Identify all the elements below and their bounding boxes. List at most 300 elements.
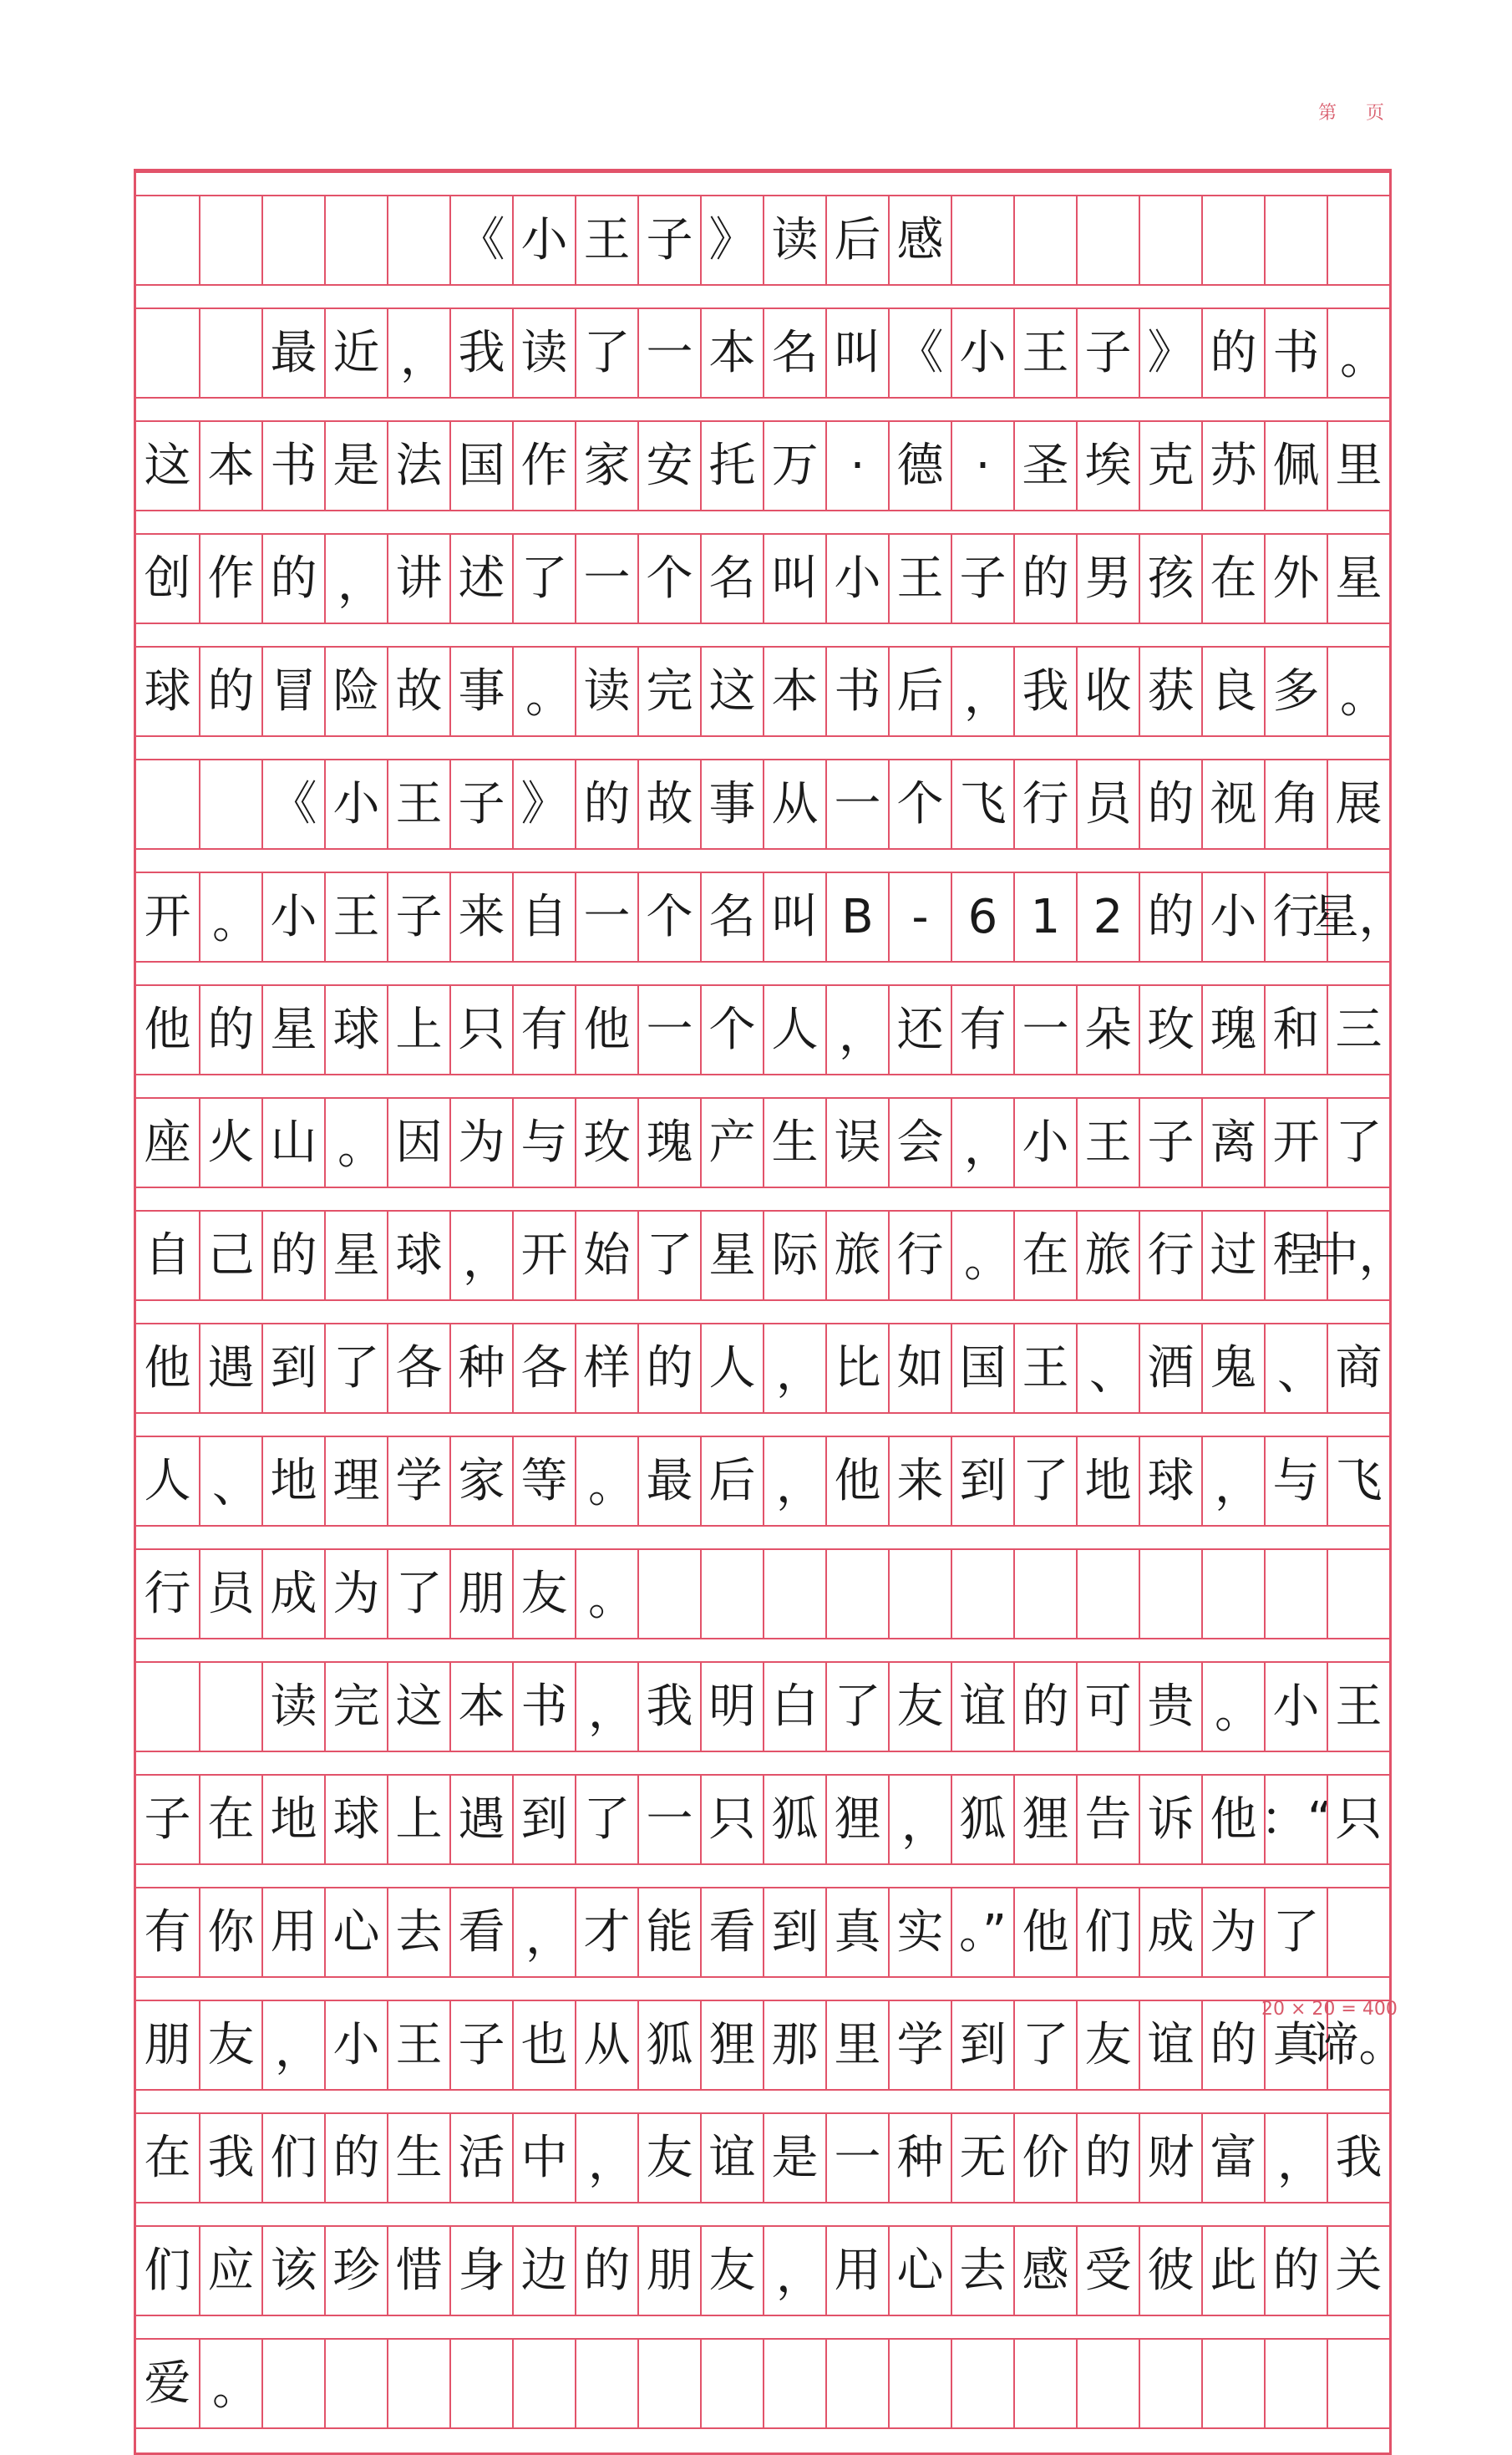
grid-cell: ， [387,309,449,397]
grid-cell [1327,2340,1389,2427]
grid-cell [1327,1888,1389,1976]
grid-cell: 友 [637,2114,700,2202]
grid-cell: 叫 [825,309,888,397]
grid-cell: 。 [1327,648,1389,735]
grid-cell: 只 [449,986,512,1074]
grid-cell: 程 [1264,1212,1327,1299]
grid-cell: 法 [387,422,449,510]
grid-row [136,535,1389,623]
grid-cell: 朋 [637,2227,700,2315]
grid-cell: 在 [144,2130,191,2185]
grid-cell: 险 [324,648,387,735]
grid-cell: 我 [449,309,512,397]
grid-cell: ， [763,1437,825,1525]
grid-cell: 故 [387,648,449,735]
row-gap [136,1299,1389,1324]
grid-cell: 埃 [1076,422,1139,510]
grid-cell: 行 [888,1212,951,1299]
grid-cell: 我 [1327,2114,1389,2202]
grid-cell: 了 [1264,1888,1327,1976]
grid-cell: 》 [512,760,575,848]
grid-cell: 瑰 [1201,986,1264,1074]
grid-cell: 了 [1327,1099,1389,1187]
grid-cell: 还 [888,986,951,1074]
grid-row [136,1663,1389,1751]
grid-cell: 的 [1201,309,1264,397]
grid-cell: 彼 [1139,2227,1201,2315]
grid-cell: 学 [387,1437,449,1525]
row-gap [136,1751,1389,1776]
grid-cell: 玫 [1139,986,1201,1074]
row-gap [136,510,1389,535]
grid-cell: 诉 [1139,1776,1201,1863]
grid-cell: 的 [1076,2114,1139,2202]
grid-cell: 富 [1201,2114,1264,2202]
grid-cell: 那 [763,2001,825,2089]
grid-row [136,1099,1389,1187]
row-gap [136,2202,1389,2227]
grid-cell: 了 [575,309,637,397]
grid-cell: 叫 [763,535,825,623]
grid-cell [763,1550,825,1638]
grid-cell [888,1550,951,1638]
grid-cell: 他 [144,1002,191,1057]
grid-cell: 子 [637,196,700,284]
grid-cell: 瑰 [637,1099,700,1187]
grid-cell: 地 [261,1776,324,1863]
grid-cell: 边 [512,2227,575,2315]
grid-cell: 只 [1327,1776,1389,1863]
grid-cell: 的 [575,760,637,848]
grid-cell: 价 [1013,2114,1076,2202]
grid-row [136,2340,1389,2427]
grid-cell: 上 [387,1776,449,1863]
grid-cell: · [951,422,1013,510]
grid-cell [1076,1550,1139,1638]
grid-cell: 一 [637,986,700,1074]
grid-cell: 白 [763,1663,825,1751]
grid-cell: 关 [1327,2227,1389,2315]
grid-cell: 为 [1201,1888,1264,1976]
grid-cell: 实 [888,1888,951,1976]
grid-cell: 名 [763,309,825,397]
grid-cell: 视 [1201,760,1264,848]
grid-cell: 子 [144,1792,191,1847]
grid-cell: 王 [387,760,449,848]
grid-cell: 个 [637,535,700,623]
grid-cell [1139,2340,1201,2427]
grid-cell: 成 [1139,1888,1201,1976]
grid-cell [324,196,387,284]
grid-cell [136,1663,199,1751]
grid-cell: 行 [144,1566,191,1621]
row-gap [136,2089,1389,2114]
grid-cell: 他 [575,986,637,1074]
grid-cell: 无 [951,2114,1013,2202]
grid-cell: 员 [199,1550,261,1638]
grid-cell: 上 [387,986,449,1074]
grid-row [136,986,1389,1074]
grid-cell: 故 [637,760,700,848]
grid-cell: 星 [324,1212,387,1299]
grid-cell: 小 [1013,1099,1076,1187]
grid-cell: 最 [637,1437,700,1525]
grid-cell: 他 [825,1437,888,1525]
grid-cell: 的 [1013,535,1076,623]
grid-cell: 人 [700,1324,763,1412]
grid-cell: 的 [261,535,324,623]
grid-cell: 狐 [637,2001,700,2089]
grid-cell: 理 [324,1437,387,1525]
grid-cell [825,2340,888,2427]
grid-cell [1201,1550,1264,1638]
grid-cell: 书 [261,422,324,510]
grid-cell: 飞 [1327,1437,1389,1525]
grid-cell: 书 [1264,309,1327,397]
grid-cell: ， [763,2227,825,2315]
grid-cell: 心 [888,2227,951,2315]
grid-cell: 们 [261,2114,324,2202]
grid-cell: ， [575,1663,637,1751]
grid-cell: 活 [449,2114,512,2202]
grid-cell: ， [951,648,1013,735]
grid-cell: 完 [324,1663,387,1751]
grid-cell: 他 [144,1340,191,1395]
grid-cell: 最 [261,309,324,397]
grid-cell: 各 [512,1324,575,1412]
grid-cell: 的 [1139,760,1201,848]
grid-cell: 球 [1139,1437,1201,1525]
grid-cell: 王 [1327,1663,1389,1751]
grid-cell: 子 [1139,1099,1201,1187]
grid-cell: 多 [1264,648,1327,735]
grid-cell: 有 [512,986,575,1074]
grid-cell [825,1550,888,1638]
row-gap [136,623,1389,648]
grid-cell: 行 [1013,760,1076,848]
grid-cell: 告 [1076,1776,1139,1863]
grid-cell: 书 [825,648,888,735]
grid-cell: 一 [1013,986,1076,1074]
grid-cell: 一 [575,873,637,961]
grid-cell: 的 [1013,1663,1076,1751]
grid-cell: 山 [261,1099,324,1187]
grid-cell: 生 [763,1099,825,1187]
grid-cell [888,2340,951,2427]
row-gap [136,1412,1389,1437]
grid-cell [700,1550,763,1638]
grid-cell: 了 [637,1212,700,1299]
grid-cell: 是 [763,2114,825,2202]
grid-row [136,1212,1406,1299]
grid-cell: 己 [199,1212,261,1299]
row-gap [136,1863,1389,1888]
grid-cell: 星 [261,986,324,1074]
grid-cell: 误 [825,1099,888,1187]
grid-cell: 的 [199,648,261,735]
grid-cell: 克 [1139,422,1201,510]
grid-cell: 王 [324,873,387,961]
grid-cell: 产 [700,1099,763,1187]
grid-cell [700,2340,763,2427]
grid-cell: 2 [1076,873,1139,961]
grid-row [136,1888,1389,1976]
grid-cell: 书 [512,1663,575,1751]
grid-cell [575,2340,637,2427]
grid-cell [951,2340,1013,2427]
grid-cell: 收 [1076,648,1139,735]
grid-cell: ， [1264,2114,1327,2202]
grid-cell [1139,1550,1201,1638]
grid-cell: 因 [387,1099,449,1187]
grid-cell: 良 [1201,648,1264,735]
grid-cell: 星 [1327,535,1389,623]
grid-cell: 、 [199,1437,261,1525]
grid-cell: 商 [1327,1324,1389,1412]
row-gap [136,2315,1389,2340]
grid-cell: 的 [1264,2227,1327,2315]
grid-cell: 的 [1139,873,1201,961]
grid-cell [951,1550,1013,1638]
grid-cell: 看 [449,1888,512,1976]
grid-cell: 。 [199,2340,261,2427]
grid-cell: ， [888,1776,951,1863]
grid-cell: 地 [261,1437,324,1525]
grid-cell: ， [512,1888,575,1976]
grid-cell: 小 [1201,873,1264,961]
grid-cell: 开 [512,1212,575,1299]
grid-cell: 友 [1076,2001,1139,2089]
grid-cell: ， [951,1099,1013,1187]
grid-cell: ， [449,1212,512,1299]
grid-cell: 感 [888,196,951,284]
grid-cell: 一 [825,2114,888,2202]
grid-cell [199,196,261,284]
grid-cell: 王 [1013,309,1076,397]
row-gap [136,735,1389,760]
grid-cell: 。 [512,648,575,735]
grid-cell: 学 [888,2001,951,2089]
grid-row [136,1550,1389,1638]
grid-cell: 6 [951,873,1013,961]
grid-cell: 个 [888,760,951,848]
grid-cell: 与 [512,1099,575,1187]
row-gap [136,171,1389,196]
grid-cell: 王 [575,196,637,284]
grid-cell: 有 [951,986,1013,1074]
grid-cell [1264,1550,1327,1638]
grid-cell: 了 [387,1550,449,1638]
grid-cell: 读 [575,648,637,735]
grid-cell: 个 [700,986,763,1074]
grid-cell: 事 [700,760,763,848]
grid-cell: 。 [575,1437,637,1525]
grid-cell: 友 [700,2227,763,2315]
grid-cell: 心 [324,1888,387,1976]
grid-cell: 王 [888,535,951,623]
row-gap [136,1525,1389,1550]
grid-cell: 名 [700,535,763,623]
grid-cell: 在 [1013,1212,1076,1299]
grid-cell: 在 [199,1776,261,1863]
grid-cell: 狐 [763,1776,825,1863]
grid-cell: 种 [888,2114,951,2202]
grid-cell: 小 [261,873,324,961]
grid-cell [1264,2340,1327,2427]
grid-cell: 。 [1201,1663,1264,1751]
grid-cell: 从 [763,760,825,848]
grid-cell: 》 [700,196,763,284]
grid-cell: 可 [1076,1663,1139,1751]
grid-cell: 际 [763,1212,825,1299]
grid-cell [199,309,261,397]
grid-cell: 身 [449,2227,512,2315]
grid-cell: 只 [700,1776,763,1863]
grid-cell: 球 [387,1212,449,1299]
grid-cell: 男 [1076,535,1139,623]
grid-cell: 能 [637,1888,700,1976]
grid-cell [387,2340,449,2427]
grid-cell: 了 [825,1663,888,1751]
grid-cell [199,760,261,848]
grid-cell: 子 [1076,309,1139,397]
grid-cell: 安 [637,422,700,510]
grid-cell: 创 [144,551,191,606]
grid-cell: 狸 [1013,1776,1076,1863]
grid-cell: 子 [449,2001,512,2089]
grid-cell: 读 [763,196,825,284]
grid-cell: 讲 [387,535,449,623]
grid-cell: 了 [575,1776,637,1863]
grid-cell: 里 [1327,422,1389,510]
grid-cell: 了 [1013,1437,1076,1525]
grid-cell: 叫 [763,873,825,961]
grid-cell: 受 [1076,2227,1139,2315]
grid-cell: 。 [324,1099,387,1187]
grid-cell: 友 [199,2001,261,2089]
grid-cell: ， [825,986,888,1074]
grid-cell: 中， [1327,1212,1389,1299]
grid-cell: 惜 [387,2227,449,2315]
grid-cell: 们 [144,2243,191,2298]
grid-cell: 朋 [144,2017,191,2072]
row-gap [136,2427,1389,2452]
grid-cell: 人 [144,1453,191,1508]
grid-cell: 友 [888,1663,951,1751]
grid-cell: 了 [324,1324,387,1412]
grid-cell: 后 [825,196,888,284]
grid-cell: 谊 [1139,2001,1201,2089]
grid-cell: 有 [144,1904,191,1959]
grid-cell: 苏 [1201,422,1264,510]
grid-cell: 。 [951,1212,1013,1299]
grid-row [136,1324,1389,1412]
grid-cell: 》 [1139,309,1201,397]
grid-cell [449,2340,512,2427]
grid-cell: 旅 [825,1212,888,1299]
grid-cell [136,760,199,848]
grid-cell: ， [763,1324,825,1412]
grid-cell [512,2340,575,2427]
grid-cell: 谊 [951,1663,1013,1751]
grid-cell: 该 [261,2227,324,2315]
grid-cell: 明 [700,1663,763,1751]
grid-cell: 酒 [1139,1324,1201,1412]
grid-cell: 、 [1264,1324,1327,1412]
grid-cell [199,1663,261,1751]
grid-cell: - [888,873,951,961]
grid-cell: 家 [575,422,637,510]
grid-cell: 读 [261,1663,324,1751]
grid-cell: 座 [144,1115,191,1170]
grid-cell: 《 [261,760,324,848]
grid-cell: 星， [1327,873,1389,961]
manuscript-grid [134,169,1406,2455]
grid-cell: 为 [449,1099,512,1187]
grid-cell: 展 [1327,760,1389,848]
grid-cell: 朋 [449,1550,512,1638]
row-gap [136,1187,1389,1212]
row-gap [136,961,1389,986]
grid-cell: 后 [700,1437,763,1525]
grid-count-label: 20 × 20 = 400 [1261,1999,1398,2020]
grid-cell: 冒 [261,648,324,735]
grid-cell: 和 [1264,986,1327,1074]
grid-cell: 《 [888,309,951,397]
grid-cell: 如 [888,1324,951,1412]
grid-cell: 了 [512,535,575,623]
grid-cell: · [825,422,888,510]
grid-cell: ， [261,2001,324,2089]
grid-cell: 万 [763,422,825,510]
grid-cell: 到 [512,1776,575,1863]
grid-row [136,1437,1389,1525]
grid-cell: 角 [1264,760,1327,848]
grid-cell: 我 [637,1663,700,1751]
grid-cell [387,196,449,284]
grid-cell: 子 [449,760,512,848]
grid-cell: 也 [512,2001,575,2089]
grid-cell: 本 [700,309,763,397]
grid-cell: 们 [1076,1888,1139,1976]
grid-cell: 里 [825,2001,888,2089]
grid-cell: 这 [700,648,763,735]
grid-cell: 、 [1076,1324,1139,1412]
grid-cell: 用 [261,1888,324,1976]
grid-cell: 自 [144,1228,191,1283]
grid-cell [1013,2340,1076,2427]
grid-cell: 佩 [1264,422,1327,510]
grid-cell: 读 [512,309,575,397]
grid-row [136,873,1406,961]
grid-cell: 到 [951,2001,1013,2089]
grid-row [136,2001,1406,2089]
grid-cell: 子 [387,873,449,961]
grid-cell: 始 [575,1212,637,1299]
grid-cell: 珍 [324,2227,387,2315]
grid-cell: 这 [144,438,191,493]
grid-cell [1201,2340,1264,2427]
grid-cell: 作 [199,535,261,623]
grid-cell [1201,196,1264,284]
grid-cell: 开 [1264,1099,1327,1187]
row-gap [136,397,1389,422]
grid-cell: 玫 [575,1099,637,1187]
grid-cell [1327,1550,1389,1638]
grid-cell: 星 [700,1212,763,1299]
grid-cell: 。” [951,1888,1013,1976]
grid-cell: 等 [512,1437,575,1525]
